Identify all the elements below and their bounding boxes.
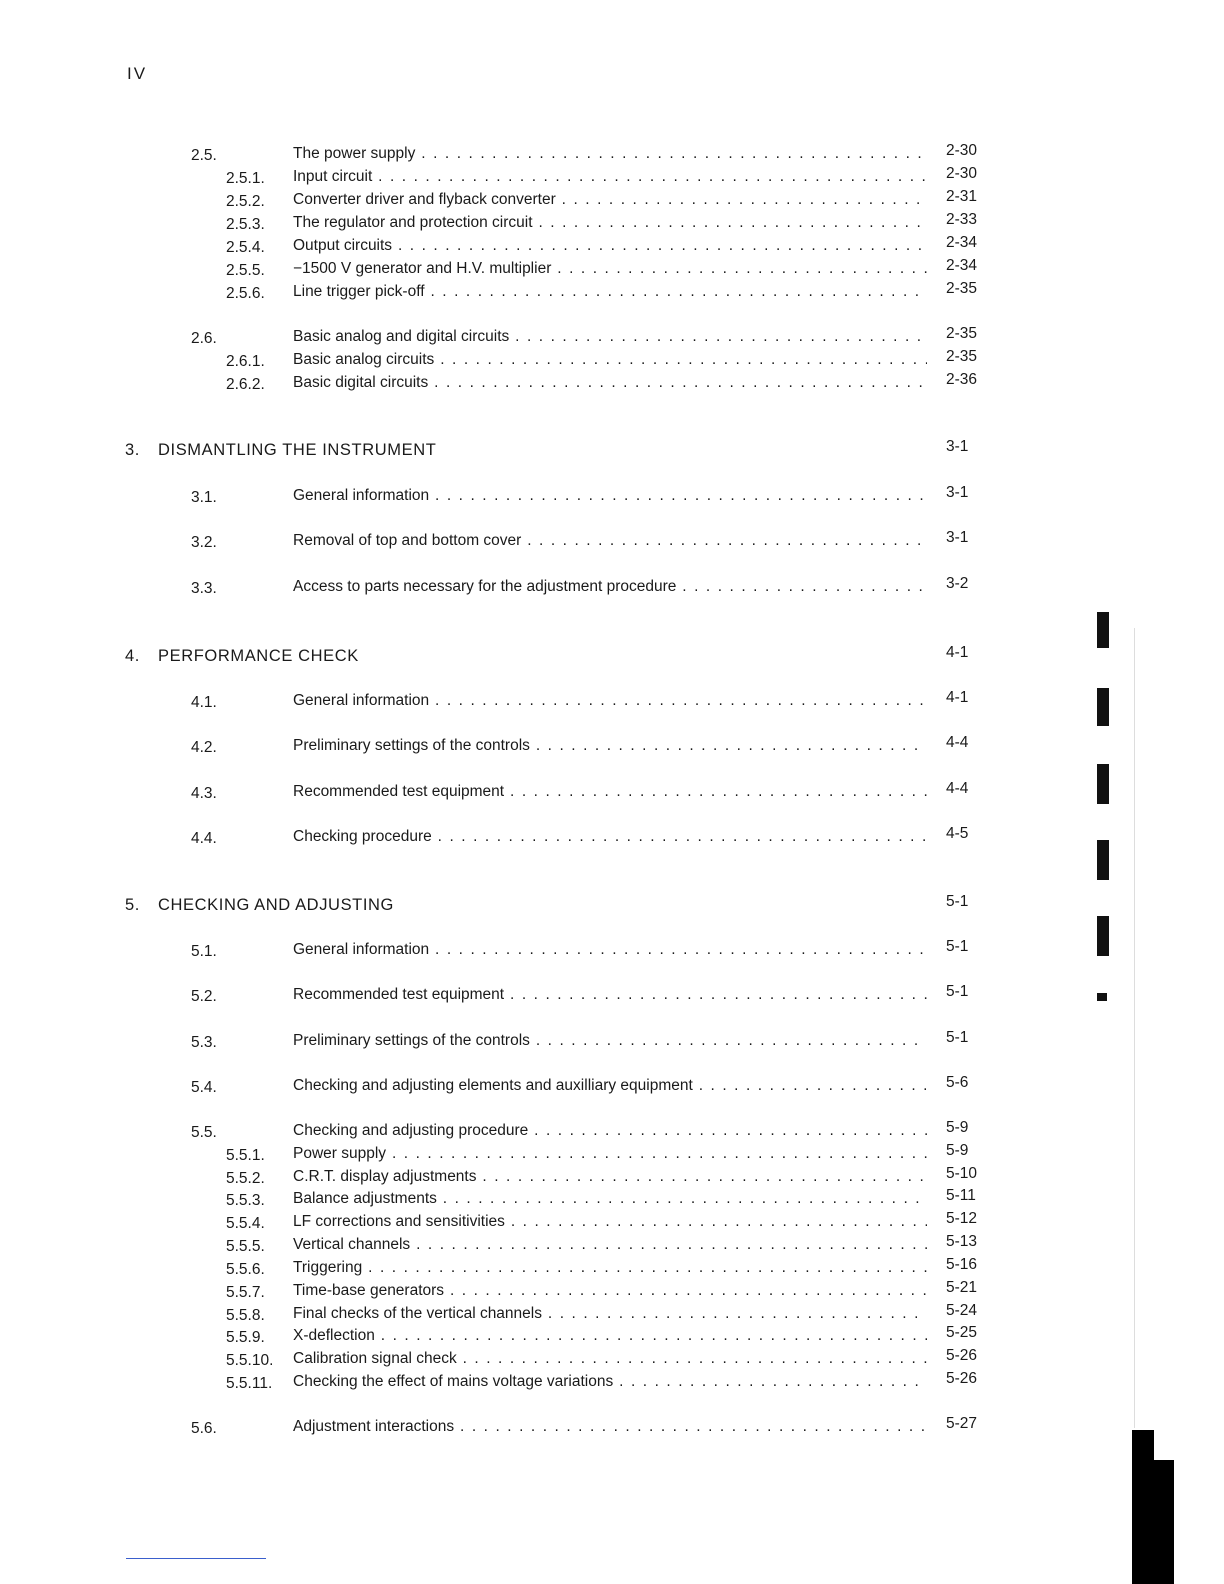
toc-entry-2-5-2 — [0, 188, 1224, 213]
entry-page: 5-6 — [946, 1074, 969, 1091]
entry-page: 3-1 — [946, 484, 969, 501]
entry-title: The regulator and protection circuit . . . — [293, 214, 927, 232]
toc-entry-5-5-7 — [0, 1279, 1224, 1304]
entry-number: 5.2. — [191, 988, 217, 1005]
entry-title: Basic analog and digital circuits . . . — [293, 328, 927, 346]
chapter-number: 4. — [125, 647, 140, 665]
toc-entry-5-6 — [0, 1415, 1224, 1440]
entry-title: General information . . . — [293, 692, 927, 710]
toc-entry-5-3 — [0, 1029, 1224, 1054]
toc-entry-5-5 — [0, 1119, 1224, 1144]
chapter-title: PERFORMANCE CHECK — [158, 647, 359, 665]
chapter-number: 3. — [125, 441, 140, 459]
toc-entry-5-4 — [0, 1074, 1224, 1099]
toc-entry-2-5-3 — [0, 211, 1224, 236]
entry-number: 5.4. — [191, 1079, 217, 1096]
entry-number: 4.3. — [191, 785, 217, 802]
toc-entry-4-2 — [0, 734, 1224, 759]
entry-number: 3.2. — [191, 534, 217, 551]
entry-number: 5.5.8. — [226, 1307, 265, 1324]
scan-edge-block — [1154, 1460, 1174, 1584]
entry-title: Triggering . . . — [293, 1259, 927, 1277]
entry-title: Line trigger pick-off . . . — [293, 283, 927, 301]
entry-number: 2.5.2. — [226, 193, 265, 210]
entry-number: 5.5.5. — [226, 1238, 265, 1255]
entry-title: Basic digital circuits . . . — [293, 374, 927, 392]
entry-title: Access to parts necessary for the adjustment procedure . . . — [293, 578, 927, 596]
chapter-page: 5-1 — [946, 893, 969, 910]
entry-page: 2-34 — [946, 257, 978, 274]
toc-entry-5-5-2 — [0, 1165, 1224, 1190]
entry-title: Checking the effect of mains voltage variations . . . — [293, 1373, 927, 1391]
entry-page: 5-9 — [946, 1119, 969, 1136]
entry-title: Calibration signal check . . . — [293, 1350, 927, 1368]
entry-page: 2-34 — [946, 234, 978, 251]
entry-page: 4-5 — [946, 825, 969, 842]
toc-entry-5-5-9 — [0, 1324, 1224, 1349]
toc-entry-5-5-4 — [0, 1210, 1224, 1235]
scan-mark — [1097, 612, 1109, 648]
entry-number: 3.3. — [191, 580, 217, 597]
entry-page: 5-26 — [946, 1347, 978, 1364]
entry-title: Output circuits . . . — [293, 237, 927, 255]
toc-entry-5-1 — [0, 938, 1224, 963]
entry-page: 2-30 — [946, 142, 978, 159]
entry-title: Power supply . . . — [293, 1145, 927, 1163]
chapter-number: 5. — [125, 896, 140, 914]
entry-title: Checking and adjusting elements and auxilliary equipment . . . — [293, 1077, 927, 1095]
entry-number: 5.3. — [191, 1034, 217, 1051]
toc-entry-3-1 — [0, 484, 1224, 509]
entry-number: 5.5.7. — [226, 1284, 265, 1301]
toc-entry-3-3 — [0, 575, 1224, 600]
entry-number: 4.4. — [191, 830, 217, 847]
entry-number: 2.6.2. — [226, 376, 265, 393]
entry-page: 5-1 — [946, 1029, 969, 1046]
scan-edge-block — [1132, 1430, 1154, 1584]
entry-title: X-deflection . . . — [293, 1327, 927, 1345]
scan-mark — [1097, 764, 1109, 804]
entry-title: Checking procedure . . . — [293, 828, 927, 846]
entry-number: 5.1. — [191, 943, 217, 960]
entry-page: 2-35 — [946, 348, 978, 365]
entry-page: 4-1 — [946, 689, 969, 706]
toc-entry-2-6 — [0, 325, 1224, 350]
entry-page: 5-11 — [946, 1187, 976, 1204]
entry-title: General information . . . — [293, 941, 927, 959]
toc-entry-2-5-5 — [0, 257, 1224, 282]
toc-entry-2-5-4 — [0, 234, 1224, 259]
entry-number: 5.5.9. — [226, 1329, 265, 1346]
toc-entry-2-6-2 — [0, 371, 1224, 396]
toc-entry-4-1 — [0, 689, 1224, 714]
entry-number: 2.5. — [191, 147, 217, 164]
entry-number: 5.5.1. — [226, 1147, 265, 1164]
entry-number: 2.5.3. — [226, 216, 265, 233]
entry-number: 5.5.3. — [226, 1192, 265, 1209]
toc-entry-5-5-3 — [0, 1187, 1224, 1212]
entry-title: −1500 V generator and H.V. multiplier . . . — [293, 260, 927, 278]
entry-page: 5-27 — [946, 1415, 978, 1432]
chapter-title: DISMANTLING THE INSTRUMENT — [158, 441, 437, 459]
entry-page: 2-31 — [946, 188, 978, 205]
toc-entry-2-5-1 — [0, 165, 1224, 190]
entry-number: 5.5.11. — [226, 1375, 273, 1392]
page-number: IV — [127, 64, 148, 83]
entry-title: Converter driver and flyback converter . . . — [293, 191, 927, 209]
entry-title: Basic analog circuits . . . — [293, 351, 927, 369]
toc-entry-5-5-8 — [0, 1302, 1224, 1327]
entry-number: 2.5.5. — [226, 262, 265, 279]
entry-page: 5-21 — [946, 1279, 978, 1296]
entry-number: 2.5.1. — [226, 170, 265, 187]
entry-page: 5-9 — [946, 1142, 969, 1159]
toc-entry-5-5-11 — [0, 1370, 1224, 1395]
scan-mark — [1097, 993, 1107, 1001]
entry-title: Recommended test equipment . . . — [293, 783, 927, 801]
scan-mark — [1097, 916, 1109, 956]
entry-page: 4-4 — [946, 734, 969, 751]
entry-page: 2-35 — [946, 280, 978, 297]
entry-number: 3.1. — [191, 489, 217, 506]
entry-number: 5.6. — [191, 1420, 217, 1437]
toc-entry-5-2 — [0, 983, 1224, 1008]
footnote-rule — [126, 1558, 266, 1559]
entry-page: 5-16 — [946, 1256, 978, 1273]
toc-entry-2-6-1 — [0, 348, 1224, 373]
toc-entry-4-3 — [0, 780, 1224, 805]
entry-page: 2-35 — [946, 325, 978, 342]
entry-page: 5-1 — [946, 983, 969, 1000]
entry-number: 2.5.4. — [226, 239, 265, 256]
entry-page: 5-13 — [946, 1233, 978, 1250]
entry-title: C.R.T. display adjustments . . . — [293, 1168, 927, 1186]
entry-page: 2-36 — [946, 371, 978, 388]
entry-number: 5.5.6. — [226, 1261, 265, 1278]
entry-page: 5-24 — [946, 1302, 978, 1319]
entry-number: 4.2. — [191, 739, 217, 756]
entry-page: 5-12 — [946, 1210, 978, 1227]
entry-title: Time-base generators . . . — [293, 1282, 927, 1300]
entry-page: 5-1 — [946, 938, 969, 955]
entry-page: 5-10 — [946, 1165, 978, 1182]
toc-entry-4-4 — [0, 825, 1224, 850]
toc-entry-3-2 — [0, 529, 1224, 554]
entry-title: Preliminary settings of the controls . . . — [293, 1032, 927, 1050]
chapter-page: 3-1 — [946, 438, 969, 455]
entry-page: 4-4 — [946, 780, 969, 797]
entry-title: Balance adjustments . . . — [293, 1190, 927, 1208]
entry-title: The power supply . . . — [293, 145, 927, 163]
entry-number: 4.1. — [191, 694, 217, 711]
entry-title: Input circuit . . . — [293, 168, 927, 186]
chapter-page: 4-1 — [946, 644, 969, 661]
entry-title: General information . . . — [293, 487, 927, 505]
entry-title: Preliminary settings of the controls . . . — [293, 737, 927, 755]
scan-mark — [1097, 840, 1109, 880]
toc-entry-2-5-6 — [0, 280, 1224, 305]
entry-page: 3-2 — [946, 575, 969, 592]
entry-page: 3-1 — [946, 529, 969, 546]
scan-mark — [1097, 688, 1109, 726]
entry-title: Vertical channels . . . — [293, 1236, 927, 1254]
entry-title: Recommended test equipment . . . — [293, 986, 927, 1004]
toc-entry-5-5-5 — [0, 1233, 1224, 1258]
entry-number: 2.5.6. — [226, 285, 265, 302]
entry-page: 2-30 — [946, 165, 978, 182]
entry-number: 5.5.10. — [226, 1352, 274, 1369]
entry-page: 5-26 — [946, 1370, 978, 1387]
scan-edge-line — [1134, 628, 1135, 1428]
entry-number: 5.5.2. — [226, 1170, 265, 1187]
toc-entry-5-5-6 — [0, 1256, 1224, 1281]
entry-page: 2-33 — [946, 211, 978, 228]
toc-entry-5-5-10 — [0, 1347, 1224, 1372]
entry-title: Removal of top and bottom cover . . . — [293, 532, 927, 550]
entry-title: Checking and adjusting procedure . . . — [293, 1122, 927, 1140]
toc-entry-2-5 — [0, 142, 1224, 167]
entry-number: 5.5. — [191, 1124, 217, 1141]
entry-number: 5.5.4. — [226, 1215, 265, 1232]
entry-title: Adjustment interactions . . . — [293, 1418, 927, 1436]
entry-number: 2.6. — [191, 330, 217, 347]
toc-entry-5-5-1 — [0, 1142, 1224, 1167]
entry-title: LF corrections and sensitivities . . . — [293, 1213, 927, 1231]
chapter-title: CHECKING AND ADJUSTING — [158, 896, 394, 914]
entry-title: Final checks of the vertical channels . . . — [293, 1305, 927, 1323]
entry-number: 2.6.1. — [226, 353, 265, 370]
entry-page: 5-25 — [946, 1324, 978, 1341]
